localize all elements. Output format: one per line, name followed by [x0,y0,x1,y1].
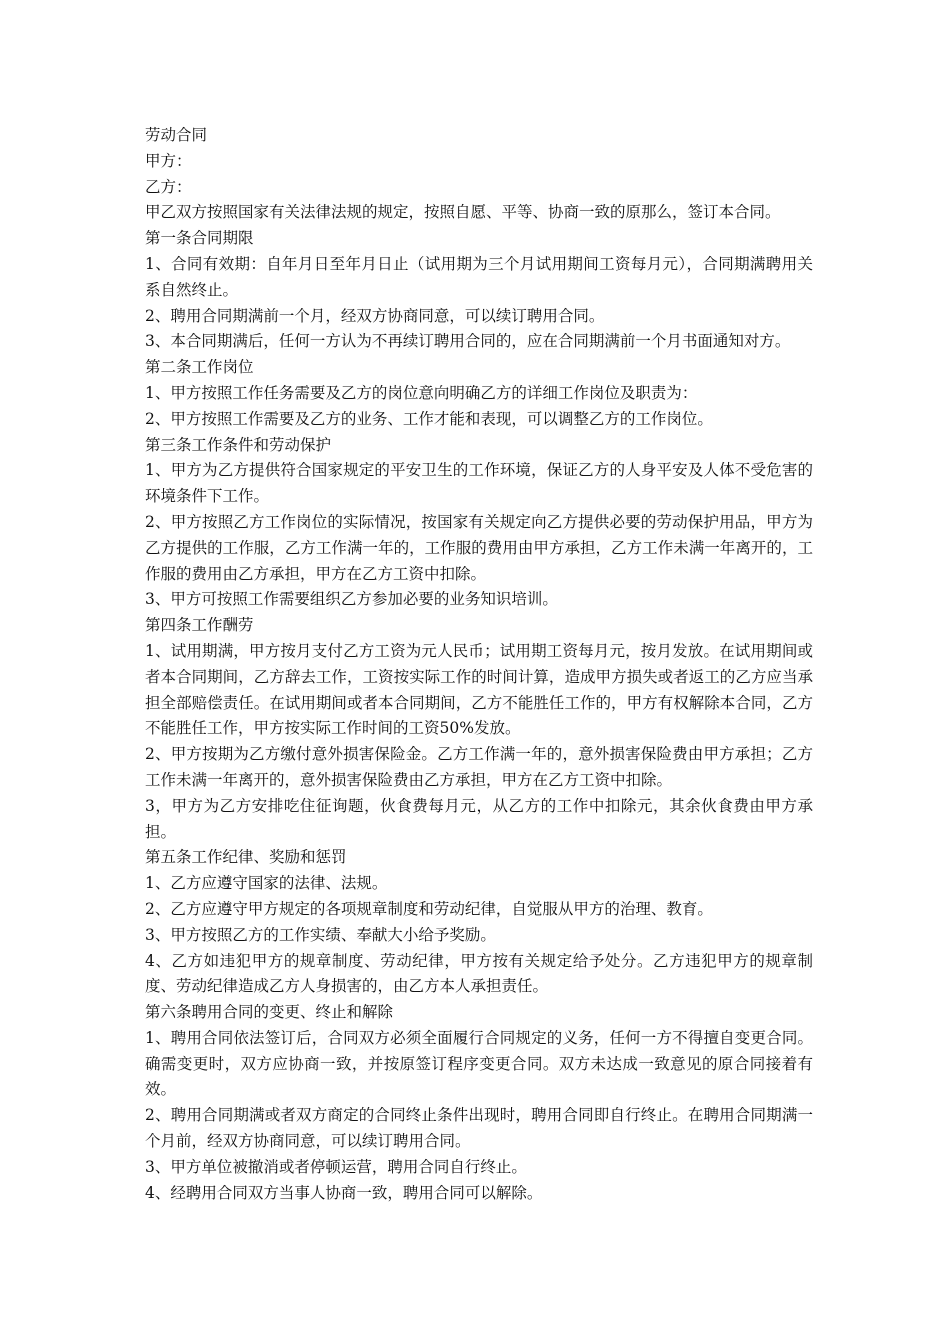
clause-paragraph: 1、乙方应遵守国家的法律、法规。 [145,874,388,893]
document-title: 劳动合同 [145,126,208,144]
article-heading: 第五条工作纪律、奖励和惩罚 [145,848,347,867]
clause-paragraph: 2、甲方按照工作需要及乙方的业务、工作才能和表现，可以调整乙方的工作岗位。 [145,409,713,428]
article-heading: 第三条工作条件和劳动保护 [145,435,332,454]
clause-paragraph: 3、甲方可按照工作需要组织乙方参加必要的业务知识培训。 [145,590,558,609]
party-b-line: 乙方： [145,177,192,196]
clause-paragraph: 3，甲方为乙方安排吃住征询题，伙食费每月元，从乙方的工作中扣除元，其余伙食费由甲方承担。 [145,796,813,841]
clause-paragraph: 1、试用期满，甲方按月支付乙方工资为元人民币；试用期工资每月元，按月发放。在试用期间或者本合同期间，乙方辞去工作，工资按实际工作的时间计算，造成甲方损失或者返工的乙方应当承担全部赔偿责任。在试用期间或者本合同期间，乙方不能胜任工作的，甲方有权解除本合同，乙方不能胜任工作，甲方按实际工作时间的工资50%发放。 [145,641,813,738]
clause-paragraph: 4、乙方如违犯甲方的规章制度、劳动纪律，甲方按有关规定给予处分。乙方违犯甲方的规章制度、劳动纪律造成乙方人身损害的，由乙方本人承担责任。 [145,951,813,996]
clause-paragraph: 4、经聘用合同双方当事人协商一致，聘用合同可以解除。 [145,1183,543,1202]
party-a-line: 甲方： [145,151,192,170]
clause-paragraph: 2、聘用合同期满或者双方商定的合同终止条件出现时，聘用合同即自行终止。在聘用合同期满一个月前，经双方协商同意，可以续订聘用合同。 [145,1106,813,1151]
clause-paragraph: 1、聘用合同依法签订后，合同双方必须全面履行合同规定的义务，任何一方不得擅自变更合同。确需变更时，双方应协商一致，并按原签订程序变更合同。双方未达成一致意见的原合同接着有效。 [145,1028,813,1099]
article-heading: 第四条工作酬劳 [145,616,254,635]
article-heading: 第六条聘用合同的变更、终止和解除 [145,1003,394,1022]
clause-paragraph: 3、甲方单位被撤消或者停顿运营，聘用合同自行终止。 [145,1157,527,1176]
clause-paragraph: 2、聘用合同期满前一个月，经双方协商同意，可以续订聘用合同。 [145,306,605,325]
clause-paragraph: 3、甲方按照乙方的工作实绩、奉献大小给予奖励。 [145,925,496,944]
clause-paragraph: 1、甲方为乙方提供符合国家规定的平安卫生的工作环境，保证乙方的人身平安及人体不受危害的环境条件下工作。 [145,461,813,506]
clause-paragraph: 1、合同有效期：自年月日至年月日止（试用期为三个月试用期间工资每月元），合同期满聘用关系自然终止。 [145,254,813,299]
clause-paragraph: 1、甲方按照工作任务需要及乙方的岗位意向明确乙方的详细工作岗位及职责为： [145,383,698,402]
article-heading: 第二条工作岗位 [145,358,254,377]
document-body [145,123,813,1206]
clause-paragraph: 2、乙方应遵守甲方规定的各项规章制度和劳动纪律，自觉服从甲方的治理、教育。 [145,899,713,918]
article-heading: 第一条合同期限 [145,229,254,248]
clause-paragraph: 3、本合同期满后，任何一方认为不再续订聘用合同的，应在合同期满前一个月书面通知对方。 [145,332,791,351]
preamble-paragraph: 甲乙双方按照国家有关法律法规的规定，按照自愿、平等、协商一致的原那么，签订本合同。 [145,203,781,222]
clause-paragraph: 2、甲方按期为乙方缴付意外损害保险金。乙方工作满一年的，意外损害保险费由甲方承担；乙方工作未满一年离开的，意外损害保险费由乙方承担，甲方在乙方工资中扣除。 [145,745,813,789]
clause-paragraph: 2、甲方按照乙方工作岗位的实际情况，按国家有关规定向乙方提供必要的劳动保护用品，甲方为乙方提供的工作服，乙方工作满一年的，工作服的费用由甲方承担，乙方工作未满一年离开的，工作服的费用由乙方承担，甲方在乙方工资中扣除。 [145,512,813,583]
